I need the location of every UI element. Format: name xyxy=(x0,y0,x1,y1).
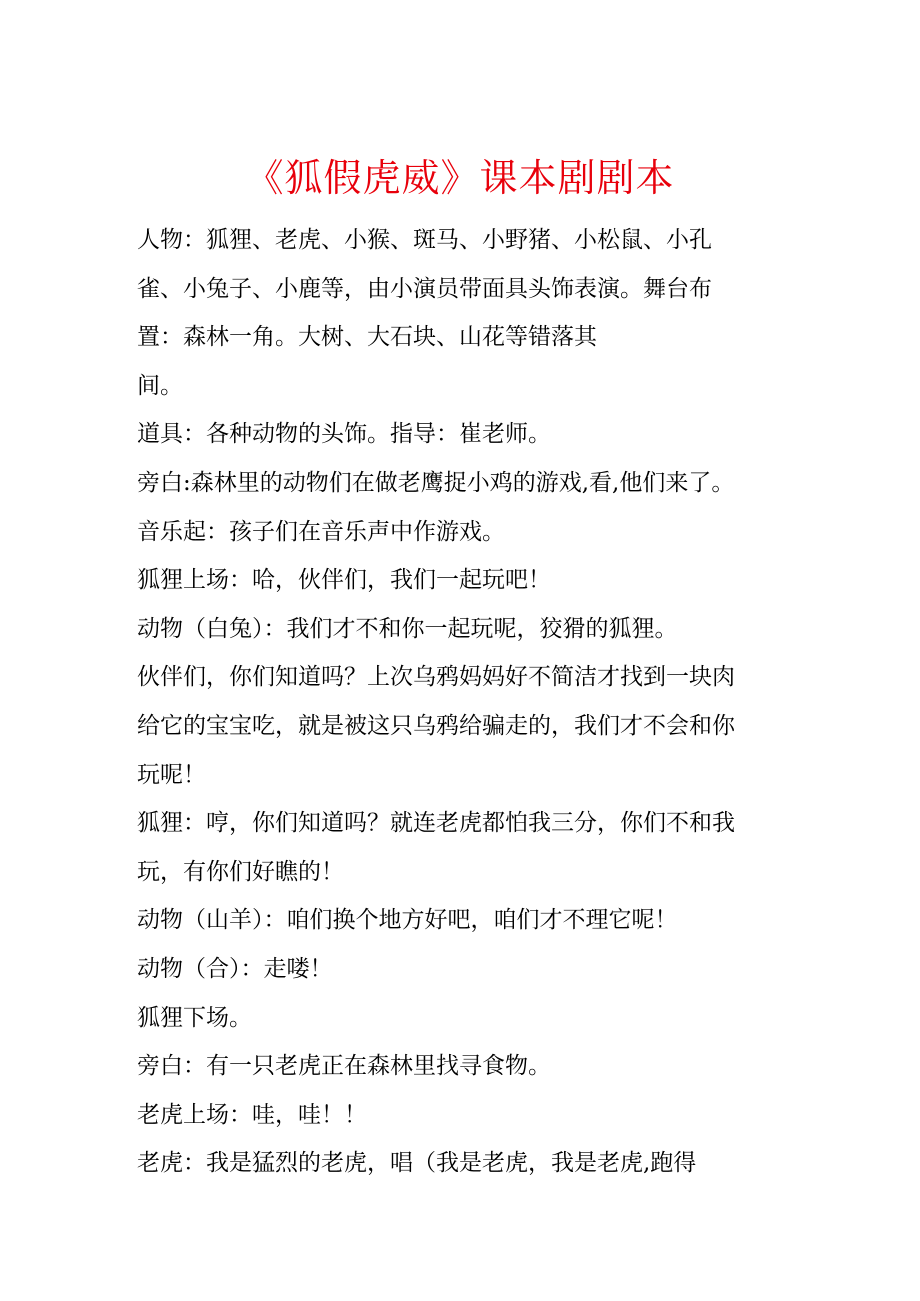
text-line: 间。 xyxy=(137,372,183,399)
text-line: 动物（白兔）：我们才不和你一起玩呢，狡猾的狐狸。 xyxy=(137,615,678,642)
text-line: 道具：各种动物的头饰。指导：崔老师。 xyxy=(137,421,551,448)
text-line: 人物：狐狸、老虎、小猴、斑马、小野猪、小松鼠、小孔 xyxy=(137,227,712,253)
text-line: 伙伴们，你们知道吗？上次乌鸦妈妈好不简洁才找到一块肉 xyxy=(137,664,735,691)
text-line: 置：森林一角。大树、大石块、山花等错落其 xyxy=(137,324,597,351)
text-line: 玩，有你们好瞧的！ xyxy=(137,858,344,885)
text-line: 老虎：我是猛烈的老虎，唱（我是老虎，我是老虎,跑得 xyxy=(137,1150,697,1177)
script-body xyxy=(137,216,797,1188)
text-line: 玩呢！ xyxy=(137,761,206,788)
text-line: 狐狸下场。 xyxy=(137,1004,252,1031)
text-line: 动物（合）：走喽！ xyxy=(137,955,333,982)
text-line: 旁白:森林里的动物们在做老鹰捉小鸡的游戏,看,他们来了。 xyxy=(137,469,735,496)
text-line: 狐狸：哼，你们知道吗？就连老虎都怕我三分，你们不和我 xyxy=(137,810,735,837)
text-line: 音乐起：孩子们在音乐声中作游戏。 xyxy=(137,518,505,545)
text-line: 老虎上场：哇，哇！！ xyxy=(137,1101,367,1128)
text-line: 狐狸上场：哈，伙伴们，我们一起玩吧！ xyxy=(137,567,551,594)
text-line: 给它的宝宝吃，就是被这只乌鸦给骗走的，我们才不会和你 xyxy=(137,712,735,739)
text-line: 动物（山羊）：咱们换个地方好吧，咱们才不理它呢！ xyxy=(137,907,678,934)
text-line: 雀、小兔子、小鹿等，由小演员带面具头饰表演。舞台布 xyxy=(137,275,712,302)
text-line: 旁白：有一只老虎正在森林里找寻食物。 xyxy=(137,1053,551,1080)
document-title: 《狐假虎威》课本剧剧本 xyxy=(245,156,675,200)
